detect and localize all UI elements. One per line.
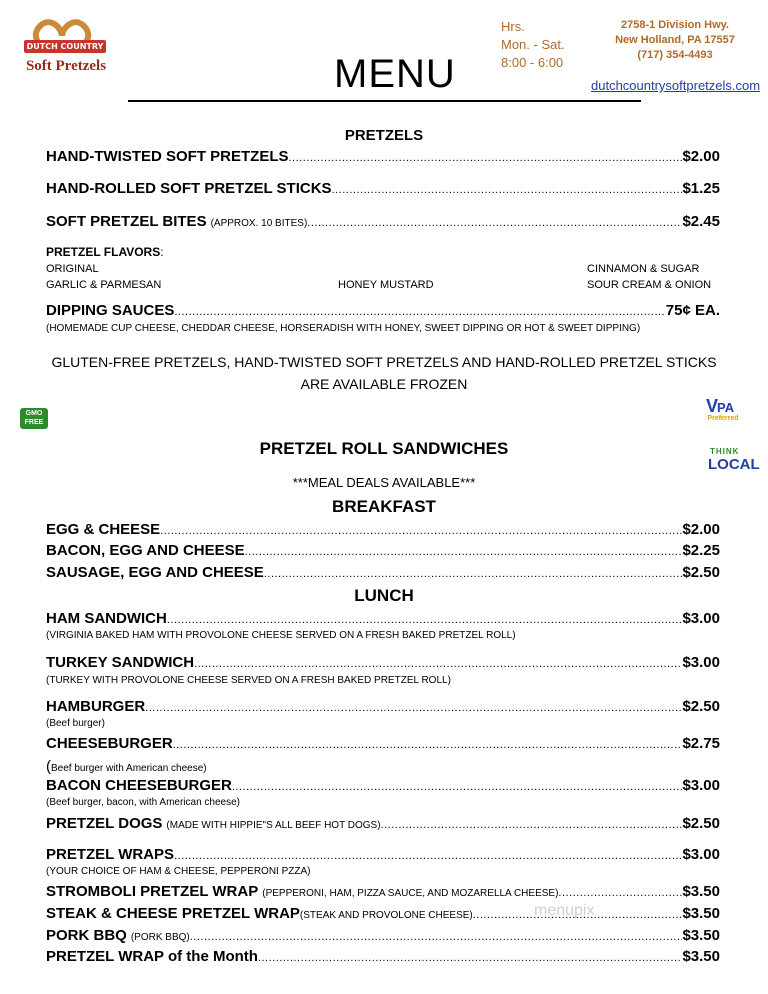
item-price: $1.25 [682, 180, 720, 197]
leader-dots [167, 614, 683, 626]
logo-banner: DUTCH COUNTRY [24, 40, 106, 53]
item-name: BACON CHEESEBURGER [46, 777, 232, 794]
item-price: $3.50 [682, 905, 720, 922]
item-note: (MADE WITH HIPPIE"S ALL BEEF HOT DOGS) [166, 820, 381, 831]
flavors-colon: : [160, 245, 164, 259]
menu-item [46, 777, 720, 794]
frozen-note-2: ARE AVAILABLE FROZEN [300, 376, 468, 392]
item-name: DIPPING SAUCES [46, 302, 175, 319]
menu-item [46, 846, 720, 863]
item-price: $3.50 [682, 927, 720, 944]
hours-days: Mon. - Sat. [501, 37, 565, 52]
menu-item [46, 654, 720, 671]
menu-item [46, 948, 720, 965]
item-name: BACON, EGG AND CHEESE [46, 542, 245, 559]
address-phone: (717) 354-4493 [637, 49, 713, 61]
sandwiches-heading: PRETZEL ROLL SANDWICHES [259, 439, 509, 458]
item-price: $2.25 [682, 542, 720, 559]
frozen-note-1: GLUTEN-FREE PRETZELS, HAND-TWISTED SOFT PRETZELS AND HAND-ROLLED PRETZEL STICKS [51, 354, 717, 370]
leader-dots [174, 306, 665, 318]
lunch-heading: LUNCH [354, 586, 414, 605]
item-name: SAUSAGE, EGG AND CHEESE [46, 564, 264, 581]
checkmark-icon: V [706, 396, 719, 416]
item-price: $3.00 [682, 654, 720, 671]
desc-text: Beef burger with American cheese) [51, 763, 207, 774]
item-price: $3.00 [682, 777, 720, 794]
hours-times: 8:00 - 6:00 [501, 55, 564, 70]
leader-dots [381, 819, 683, 831]
item-price: $2.50 [682, 815, 720, 832]
item-name: EGG & CHEESE [46, 521, 161, 538]
item-name: PRETZEL WRAPS [46, 846, 175, 863]
item-name: TURKEY SANDWICH [46, 654, 195, 671]
logo [14, 14, 114, 86]
pa-text: PA [717, 400, 735, 415]
leader-dots [332, 184, 683, 196]
item-name: PRETZEL WRAP of the Month [46, 948, 258, 965]
hours-label: Hrs. [501, 19, 525, 34]
flavors-heading [46, 245, 164, 259]
pa-preferred-badge [704, 396, 744, 426]
item-note: (STEAK AND PROVOLONE CHEESE) [299, 910, 473, 921]
item-price: $2.50 [682, 698, 720, 715]
item-name: CHEESEBURGER [46, 735, 173, 752]
menu-item [46, 302, 720, 319]
breakfast-heading: BREAKFAST [332, 497, 436, 516]
item-description: (Beef burger, bacon, with American cheese) [46, 797, 240, 808]
website-link[interactable]: dutchcountrysoftpretzels.com [591, 78, 761, 93]
watermark: menupix [534, 902, 595, 919]
item-description: (TURKEY WITH PROVOLONE CHEESE SERVED ON A FRESH BAKED PRETZEL ROLL) [46, 675, 451, 686]
leader-dots [174, 850, 682, 862]
leader-dots [264, 568, 683, 580]
item-price: $2.50 [682, 564, 720, 581]
item-note: (PORK BBQ) [130, 932, 190, 943]
address-street: 2758-1 Division Hwy. [620, 19, 729, 31]
leader-dots [258, 952, 683, 964]
flavor-item: CINNAMON & SUGAR [587, 263, 700, 275]
address-city: New Holland, PA 17557 [615, 34, 735, 46]
hours-block [501, 18, 565, 72]
item-description [46, 758, 207, 775]
leader-dots [289, 152, 683, 164]
menu-item [46, 148, 720, 165]
page-title: MENU [334, 52, 456, 96]
leader-dots [173, 739, 683, 751]
leader-dots [190, 931, 683, 943]
item-name: HAND-TWISTED SOFT PRETZELS [46, 148, 289, 165]
item-price: $3.00 [682, 610, 720, 627]
menu-item [46, 698, 720, 715]
menu-item [46, 815, 720, 832]
pa-sub: Preferred [707, 415, 739, 422]
item-name: STEAK & CHEESE PRETZEL WRAP [46, 905, 300, 922]
item-description: (Beef burger) [46, 718, 105, 729]
leader-dots [307, 217, 682, 229]
item-price: $2.45 [682, 213, 720, 230]
item-name: STROMBOLI PRETZEL WRAP [46, 883, 259, 900]
pretzels-heading: PRETZELS [344, 127, 424, 144]
item-description: (HOMEMADE CUP CHEESE, CHEDDAR CHEESE, HORSERADISH WITH HONEY, SWEET DIPPING OR HOT & SWEET DIPPING) [46, 323, 641, 334]
item-note: (APPROX. 10 BITES) [210, 218, 308, 229]
menu-item [46, 883, 720, 900]
menu-item [46, 735, 720, 752]
item-note: (PEPPERONI, HAM, PIZZA SAUCE, AND MOZARELLA CHEESE) [262, 888, 559, 899]
flavor-item: SOUR CREAM & ONION [587, 279, 712, 291]
menu-item [46, 542, 720, 559]
local-text: LOCAL [708, 456, 760, 473]
leader-dots [245, 546, 683, 558]
leader-dots [232, 781, 683, 793]
header-divider [128, 100, 641, 102]
item-price: $2.00 [682, 148, 720, 165]
menu-item [46, 180, 720, 197]
think-text: THINK [710, 447, 740, 456]
leader-dots [160, 525, 682, 537]
item-name: PORK BBQ [46, 927, 127, 944]
flavors-label: PRETZEL FLAVORS [46, 245, 161, 259]
menu-item [46, 564, 720, 581]
menu-item [46, 905, 720, 922]
gmo-free-badge: GMO FREE [20, 408, 48, 429]
item-name: HAND-ROLLED SOFT PRETZEL STICKS [46, 180, 332, 197]
menu-item [46, 213, 720, 230]
item-price: $2.75 [682, 735, 720, 752]
item-description: (VIRGINIA BAKED HAM WITH PROVOLONE CHEESE SERVED ON A FRESH BAKED PRETZEL ROLL) [46, 630, 516, 641]
item-description: (YOUR CHOICE OF HAM & CHEESE, PEPPERONI PZZA) [46, 866, 311, 877]
leader-dots [558, 887, 682, 899]
leader-dots [145, 702, 682, 714]
item-name: HAMBURGER [46, 698, 146, 715]
item-name: PRETZEL DOGS [46, 815, 163, 832]
logo-name: Soft Pretzels [25, 58, 107, 74]
item-price: $3.00 [682, 846, 720, 863]
item-name: SOFT PRETZEL BITES [46, 213, 207, 230]
menu-item [46, 927, 720, 944]
leader-dots [194, 658, 682, 670]
flavor-item: HONEY MUSTARD [338, 279, 434, 291]
meal-deals-note: ***MEAL DEALS AVAILABLE*** [292, 475, 476, 490]
item-name: HAM SANDWICH [46, 610, 167, 627]
menu-item [46, 521, 720, 538]
flavor-item: ORIGINAL [46, 263, 99, 275]
item-price: $3.50 [682, 883, 720, 900]
open-paren: ( [46, 758, 51, 775]
flavor-item: GARLIC & PARMESAN [46, 279, 162, 291]
address-block [600, 18, 750, 63]
item-price: $2.00 [682, 521, 720, 538]
menu-item [46, 610, 720, 627]
item-price: 75¢ EA. [665, 302, 720, 319]
item-price: $3.50 [682, 948, 720, 965]
